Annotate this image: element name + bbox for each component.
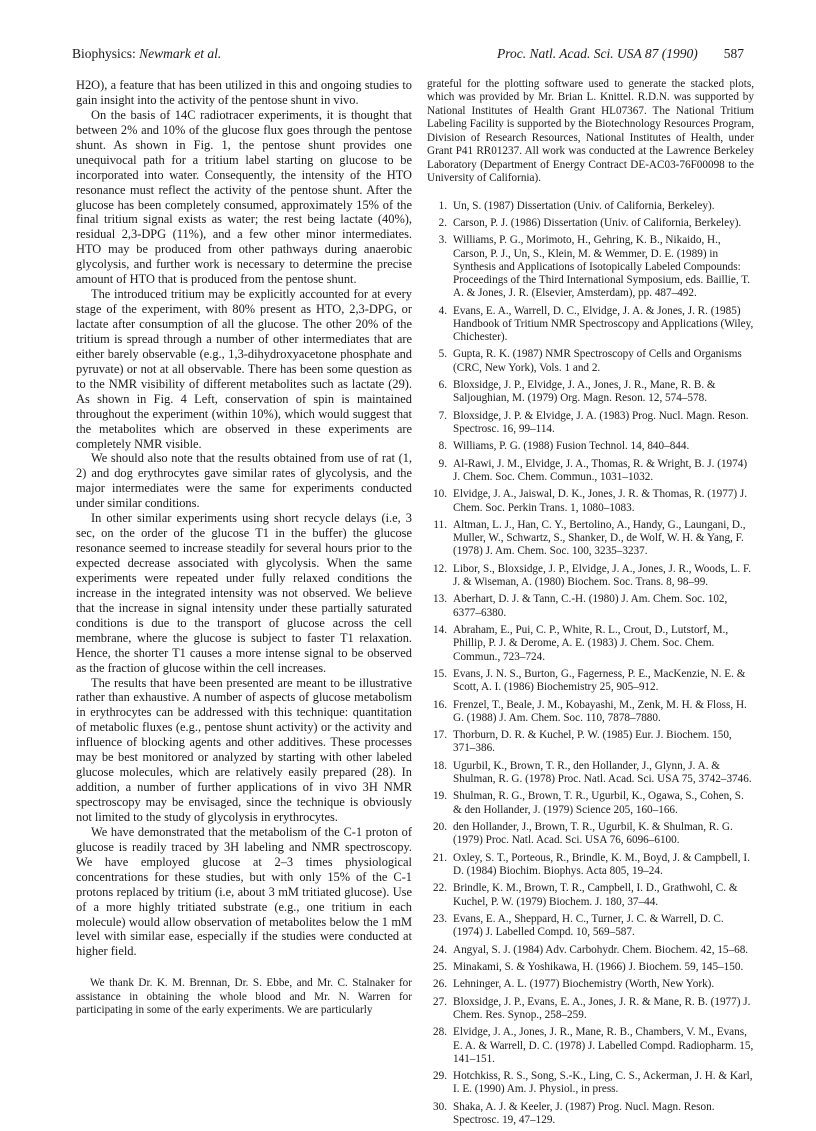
reference-text: Williams, P. G. (1988) Fusion Technol. 14, 840–844. — [453, 440, 690, 453]
reference-text: Gupta, R. K. (1987) NMR Spectroscopy of Cells and Organisms (CRC, New York), Vols. 1 and 2. — [453, 348, 742, 374]
reference-number: 16. — [433, 698, 447, 711]
reference-text: Elvidge, J. A., Jaiswal, D. K., Jones, J. R. & Thomas, R. (1977) J. Chem. Soc. Perkin Trans. 1, 1080–1083. — [453, 488, 748, 514]
reference-number: 5. — [438, 348, 447, 361]
reference-number: 24. — [433, 943, 447, 956]
reference-list — [427, 200, 754, 1128]
reference-number: 29. — [433, 1070, 447, 1083]
reference-item — [427, 1026, 754, 1066]
reference-number: 1. — [438, 199, 447, 212]
reference-item — [427, 821, 754, 847]
reference-item — [427, 760, 754, 786]
journal-citation: Proc. Natl. Acad. Sci. USA 87 (1990) — [497, 46, 698, 61]
reference-number: 26. — [433, 978, 447, 991]
reference-text: Minakami, S. & Yoshikawa, H. (1966) J. Biochem. 59, 145–150. — [453, 960, 744, 973]
reference-text: Williams, P. G., Morimoto, H., Gehring, K. B., Nikaido, H., Carson, P. J., Un, S., Klein, M. & Wemmer, D. E. (1989) in Synthesis and Applications of Isotopically Labeled Compounds: Proceedings of the Third International Symposium, eds. Baillie, T. A. & Jones, J. R. (Elsevier, Amsterdam), pp. 487–492. — [453, 234, 751, 300]
reference-number: 12. — [433, 562, 447, 575]
reference-text: Oxley, S. T., Porteous, R., Brindle, K. M., Boyd, J. & Campbell, I. D. (1984) Biochim. Biophys. Acta 805, 19–24. — [453, 851, 750, 877]
reference-number: 4. — [438, 304, 447, 317]
reference-number: 9. — [438, 457, 447, 470]
reference-item — [427, 563, 754, 589]
reference-item — [427, 882, 754, 908]
reference-number: 19. — [433, 790, 447, 803]
reference-number: 27. — [433, 995, 447, 1008]
reference-item — [427, 668, 754, 694]
page-header — [72, 46, 744, 66]
reference-item — [427, 305, 754, 345]
reference-item — [427, 410, 754, 436]
reference-text: Bloxsidge, J. P. & Elvidge, J. A. (1983) Prog. Nucl. Magn. Reson. Spectrosc. 16, 99–114. — [453, 409, 749, 435]
reference-number: 10. — [433, 488, 447, 501]
reference-item — [427, 852, 754, 878]
reference-item — [427, 913, 754, 939]
reference-number: 15. — [433, 667, 447, 680]
reference-text: Al-Rawi, J. M., Elvidge, J. A., Thomas, R. & Wright, B. J. (1974) J. Chem. Soc. Chem. Commun., 1031–1032. — [453, 457, 748, 483]
reference-item — [427, 996, 754, 1022]
paragraph: We have demonstrated that the metabolism of the C-1 proton of glucose is readily traced by 3H labeling and NMR spectroscopy. We have employed glucose at 2–3 times physiological concentrations for these studies, but with only 15% of the C-1 protons replaced by tritium (i.e, about 3 mM tritiated glucose). Use of a more highly tritiated substrate (e.g., one tritium in each molecule) would allow observation of metabolites below the 1 mM level with similar ease, especially if the studies were conducted at higher field. — [76, 824, 412, 959]
reference-text: Evans, J. N. S., Burton, G., Fagerness, P. E., MacKenzie, N. E. & Scott, A. I. (1986) Biochemistry 25, 905–912. — [453, 667, 746, 694]
reference-text: Evans, E. A., Sheppard, H. C., Turner, J. C. & Warrell, D. C. (1974) J. Labelled Compd. 10, 569–587. — [453, 912, 724, 939]
reference-text: Thorburn, D. R. & Kuchel, P. W. (1985) Eur. J. Biochem. 150, 371–386. — [453, 729, 732, 755]
reference-item — [427, 1101, 754, 1127]
reference-text: Angyal, S. J. (1984) Adv. Carbohydr. Chem. Biochem. 42, 15–68. — [453, 943, 749, 956]
reference-number: 8. — [438, 440, 447, 453]
reference-number: 6. — [438, 379, 447, 392]
section-label: Biophysics: — [72, 46, 140, 61]
reference-number: 20. — [433, 821, 447, 834]
reference-item — [427, 624, 754, 664]
paragraph: On the basis of 14C radiotracer experiments, it is thought that between 2% and 10% of the glucose flux goes through the pentose shunt. As shown in Fig. 1, the pentose shunt provides one unequivocal path for a tritium label starting on glucose to be incorporated into water. Consequently, the intensity of the HTO resonance must reflect the activity of the pentose shunt. After the glucose has been completely consumed, approximately 15% of the final tritium signal exists as water; the rest being lactate (40%), residual 2,3-DPG (11%), and a few other minor intermediates. HTO may be produced from other pathways during anaerobic glycolysis, and further work is necessary to determine the precise amount of HTO that is produced from the pentose shunt. — [76, 107, 412, 287]
reference-item — [427, 978, 754, 991]
running-authors: Newmark et al. — [139, 46, 222, 61]
reference-text: Shulman, R. G., Brown, T. R., Ugurbil, K., Ogawa, S., Cohen, S. & den Hollander, J. (1979) Science 205, 160–166. — [453, 790, 744, 816]
right-column — [427, 78, 754, 1131]
reference-item — [427, 379, 754, 405]
reference-number: 2. — [438, 216, 447, 229]
reference-item — [427, 944, 754, 957]
reference-number: 25. — [433, 960, 447, 973]
reference-item — [427, 234, 754, 300]
reference-text: Bloxsidge, J. P., Elvidge, J. A., Jones, J. R., Mane, R. B. & Saljoughian, M. (1979) Org. Magn. Reson. 12, 574–578. — [453, 379, 716, 405]
reference-item — [427, 961, 754, 974]
reference-item — [427, 1070, 754, 1096]
reference-number: 3. — [438, 234, 447, 247]
reference-item — [427, 699, 754, 725]
paragraph: H2O), a feature that has been utilized in this and ongoing studies to gain insight into the activity of the pentose shunt in vivo. — [76, 78, 412, 107]
reference-text: Libor, S., Bloxsidge, J. P., Elvidge, J. A., Jones, J. R., Woods, L. F. J. & Wiseman, A. (1980) Biochem. Soc. Trans. 8, 98–99. — [453, 562, 752, 589]
reference-number: 30. — [433, 1100, 447, 1113]
reference-text: Evans, E. A., Warrell, D. C., Elvidge, J. A. & Jones, J. R. (1985) Handbook of Tritium NMR Spectroscopy and Applications (Wiley, Chichester). — [453, 304, 754, 344]
reference-number: 17. — [433, 729, 447, 742]
paragraph: The results that have been presented are meant to be illustrative rather than exhaustive. A number of aspects of glucose metabolism in erythrocytes can be addressed with this technique: quantitation of metabolic fluxes (e.g., pentose shunt activity) or the activity and influence of blocking agents and other additives. These processes may be best monitored or analyzed by starting with other labeled glucose molecules, which are relatively easily prepared (28). In addition, a number of further applications of in vivo 3H NMR spectroscopy may be envisaged, since the technique is obviously not limited to the study of glycolysis in erythrocytes. — [76, 675, 412, 824]
reference-text: Un, S. (1987) Dissertation (Univ. of California, Berkeley). — [453, 199, 715, 212]
reference-text: Frenzel, T., Beale, J. M., Kobayashi, M., Zenk, M. H. & Floss, H. G. (1988) J. Am. Chem. Soc. 110, 7878–7880. — [453, 698, 747, 724]
reference-text: Brindle, K. M., Brown, T. R., Campbell, I. D., Grathwohl, C. & Kuchel, P. W. (1979) Biochem. J. 180, 37–44. — [453, 882, 738, 908]
reference-number: 21. — [433, 851, 447, 864]
reference-text: Lehninger, A. L. (1977) Biochemistry (Worth, New York). — [453, 978, 715, 991]
reference-item — [427, 440, 754, 453]
reference-item — [427, 488, 754, 514]
reference-number: 22. — [433, 882, 447, 895]
running-head-right — [497, 46, 744, 62]
acknowledgments: We thank Dr. K. M. Brennan, Dr. S. Ebbe, and Mr. C. Stalnaker for assistance in obtaining the whole blood and Mr. N. Warren for participating in some of the early experiments. We are particularly — [76, 977, 412, 1017]
page-number: 587 — [723, 46, 744, 61]
reference-item — [427, 519, 754, 559]
reference-text: Abraham, E., Pui, C. P., White, R. L., Crout, D., Lutstorf, M., Phillip, P. J. & Derome, A. E. (1983) J. Chem. Soc. Chem. Commun., 723–724. — [453, 624, 729, 663]
reference-text: Aberhart, D. J. & Tann, C.-H. (1980) J. Am. Chem. Soc. 102, 6377–6380. — [453, 593, 728, 619]
reference-number: 7. — [438, 409, 447, 422]
reference-text: Hotchkiss, R. S., Song, S.-K., Ling, C. S., Ackerman, J. H. & Karl, I. E. (1990) Am. J. Physiol., in press. — [453, 1070, 753, 1096]
running-head-left — [72, 46, 221, 62]
reference-text: Shaka, A. J. & Keeler, J. (1987) Prog. Nucl. Magn. Reson. Spectrosc. 19, 47–129. — [453, 1100, 715, 1127]
reference-text: Bloxsidge, J. P., Evans, E. A., Jones, J. R. & Mane, R. B. (1977) J. Chem. Res. Synop., 258–259. — [453, 995, 751, 1021]
reference-text: den Hollander, J., Brown, T. R., Ugurbil, K. & Shulman, R. G. (1979) Proc. Natl. Acad. Sci. USA 76, 6096–6100. — [453, 821, 733, 847]
reference-text: Carson, P. J. (1986) Dissertation (Univ. of California, Berkeley). — [453, 216, 742, 229]
reference-item — [427, 200, 754, 213]
paragraph: The introduced tritium may be explicitly accounted for at every stage of the experiment, with 80% present as HTO, 2,3-DPG, or lactate after consumption of all the glucose. The other 20% of the tritium is spread through a number of other intermediates that are either barely observable (e.g., 1,3-dihydroxyacetone phosphate and pyruvate) or not at all observable. There has been some question as to the NMR visibility of different metabolites such as lactate (29). As shown in Fig. 4 Left, conservation of spin is maintained throughout the experiment (within 10%), which would suggest that the metabolites which are observed in these experiments are completely NMR visible. — [76, 287, 412, 451]
reference-text: Elvidge, J. A., Jones, J. R., Mane, R. B., Chambers, V. M., Evans, E. A. & Warrell, D. C. (1978) J. Labelled Compd. Radiopharm. 15, 141–151. — [453, 1026, 754, 1065]
reference-number: 11. — [433, 518, 447, 531]
acknowledgments-continued: grateful for the plotting software used to generate the stacked plots, which was provided by Mr. Brian L. Knittel. R.D.N. was supported by National Institutes of Health Grant HL07367. The National Tritium Labeling Facility is supported by the Biotechnology Resources Program, Division of Research Resources, National Institutes of Health, under Grant P41 RR01237. All work was conducted at the Lawrence Berkeley Laboratory (Department of Energy Contract DE-AC03-76F00098 to the University of California). — [427, 78, 754, 185]
reference-number: 13. — [433, 593, 447, 606]
reference-item — [427, 217, 754, 230]
reference-text: Altman, L. J., Han, C. Y., Bertolino, A., Handy, G., Laungani, D., Muller, W., Schwartz, S., Shanker, D., de Wolf, W. H. & Yang, F. (1978) J. Am. Chem. Soc. 100, 3235–3237. — [453, 518, 746, 558]
reference-number: 18. — [433, 759, 447, 772]
reference-item — [427, 790, 754, 816]
left-column — [76, 78, 412, 1018]
reference-number: 14. — [433, 624, 447, 637]
reference-item — [427, 458, 754, 484]
reference-text: Ugurbil, K., Brown, T. R., den Hollander, J., Glynn, J. A. & Shulman, R. G. (1978) Proc. Natl. Acad. Sci. USA 75, 3742–3746. — [453, 759, 752, 785]
reference-item — [427, 593, 754, 619]
reference-item — [427, 729, 754, 755]
paragraph: In other similar experiments using short recycle delays (i.e, 3 sec, on the order of the glucose T1 in the buffer) the glucose resonance seemed to increase steadily for several hours prior to the expected decrease associated with glycolysis. When the same experiments were repeated under fully relaxed conditions the increase in the integrated intensity was not observed. We believe that the increase in signal intensity under these partially saturated conditions is due to the transport of glucose across the cell membrane, where the glucose is subject to faster T1 relaxation. Hence, the shorter T1 causes a more intense signal to be observed as the fraction of glucose within the cell increases. — [76, 511, 412, 675]
paragraph: We should also note that the results obtained from use of rat (1, 2) and dog erythrocytes gave similar rates of glycolysis, and the major intermediates were the same for experiments conducted under similar conditions. — [76, 451, 412, 511]
reference-item — [427, 348, 754, 374]
reference-number: 28. — [433, 1026, 447, 1039]
reference-number: 23. — [433, 912, 447, 925]
